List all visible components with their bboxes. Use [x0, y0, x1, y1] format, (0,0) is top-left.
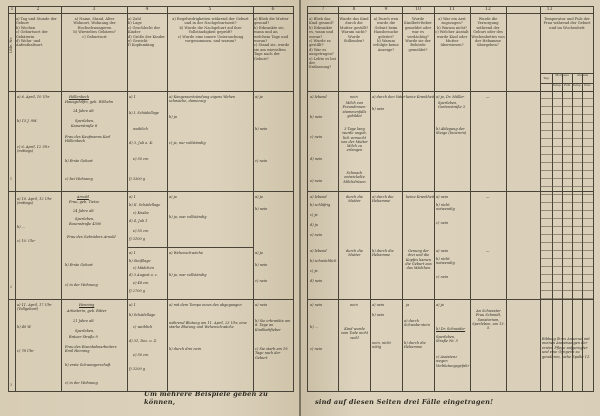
cell-text: 24 Jahre alt: [73, 209, 94, 213]
cell-text: a) ja: [169, 195, 177, 199]
cell-text: c) ja: [310, 269, 318, 273]
cell-text: ja: [406, 303, 410, 307]
cell-text: a) 10. April, 12 Uhr (mittags): [17, 197, 52, 206]
cell-text: a) ja, Dr. Müller: [436, 95, 465, 99]
cell-text: e) 55 cm: [133, 229, 149, 233]
cell-text: e) 50 cm: [133, 157, 149, 161]
cell-text: c) in der Wohnung: [65, 381, 98, 385]
col-number: 10: [415, 7, 421, 12]
col-header: a) Durch wen wurde die Geburt beim Hausbesuche geleitet? b) Warum erfolgte keine Anzeige?: [373, 17, 399, 52]
cell-text: b) Steißlage: [129, 259, 151, 263]
right-page: [301, 0, 600, 416]
cell-text: c) Mädchen: [133, 266, 154, 270]
col-header: a) Name, Stand, Alter Wohnort, Wohnung der Hochschwangeren b) Wievieltes Gebären? c) Geburtsort: [73, 17, 116, 39]
cell-text: a) ja: [436, 303, 444, 307]
cell-text: Sperleben, Straße Nr. 5: [436, 335, 458, 344]
col-header: Wurde das Kind durch die Mutter gestillt? Warum nicht? Wurde Stillenden?: [339, 17, 369, 44]
col-number: 2: [36, 7, 40, 12]
temp-header: Morgens: [555, 73, 569, 77]
temp-header: Abends: [576, 73, 589, 77]
cell-text: d) 4, Juli 1: [129, 219, 148, 223]
cell-text: An Schwester Frau Schmidt, Sanatorium, Sperleben, am 13. 5.: [472, 309, 505, 331]
col-number: 12: [485, 7, 491, 12]
cell-text: durch die Mutter: [346, 249, 363, 258]
cell-text: c) in der Wohnung: [65, 283, 98, 287]
cell-text: b) ja: [169, 115, 177, 119]
cell-text: Genung der drei und die Kopfes kamen die Geburt aus das Mädchen: [405, 249, 432, 271]
cell-text: a) 11. April, 17 Uhr (Vollgeburt): [17, 303, 52, 312]
cell-text: Arnold: [77, 195, 89, 199]
cell-text: a) nein: [436, 249, 449, 253]
cell-text: Sperleben,: [75, 217, 95, 221]
cell-text: a) ja: [255, 251, 263, 255]
cell-text: e) 48 cm: [133, 281, 149, 285]
cell-text: a) Kongessentzündung eigens Wehen schwache, damenzig: [169, 95, 236, 104]
cell-text: d) 31, Dez. o. Z.: [129, 339, 158, 343]
cell-text: c) weiblich: [133, 325, 153, 329]
cell-text: Frau, geb. Tietze: [69, 200, 100, 204]
bottom-note: Bildung Ihres Ankersal mit meinen Anweisungen der ersten Pflege aufgeregter und eine Gyngeris zu gewähren, siehe Spalte 11.: [542, 337, 591, 359]
cell-text: b) ja, war vollständig: [169, 215, 207, 219]
cell-text: a) 1: [129, 303, 136, 307]
col-number: 13: [546, 7, 553, 12]
cell-text: Arbeiterin, geb. Ritter: [67, 309, 107, 313]
col-number: 8: [352, 7, 356, 12]
cell-text: b) schwächlich: [310, 259, 337, 263]
cell-text: c) Sie starb am 19. Tage nach der Geburt: [255, 347, 289, 360]
cell-text: a) 6. April, 10 Uhr: [17, 95, 50, 99]
cell-text: c) ja, nur vollständig: [169, 141, 206, 145]
col-number: 1: [10, 7, 14, 12]
cell-text: b) 40 W.: [17, 325, 32, 329]
cell-text: c) nein: [436, 275, 449, 279]
cell-text: Hausgehilfin, geb. Wilhelm: [65, 100, 114, 104]
col-number: 11: [449, 7, 455, 12]
cell-text: f) 3100 g: [129, 237, 146, 241]
cell-text: a) lebend: [310, 195, 327, 199]
col-header: Wurde die Versorgung während der Geburt oder des Wochenbettes von der Hebamme übergeben?: [471, 17, 505, 48]
col-number: 5: [208, 7, 212, 12]
cell-text: f) 3200 g: [129, 367, 146, 371]
cell-text: —: [486, 95, 490, 99]
cell-text: —: [486, 195, 490, 199]
col-header: a) Blieb das Kind gesund? b) Erkrankte es, wann und woran? c) Wurde es gestillt? d) War es ausgetragen? e) Lebte es bei der Entlassung?: [309, 17, 336, 70]
cell-text: a) nein: [310, 303, 323, 307]
cell-text: a) ja: [255, 95, 263, 99]
cell-text: a) ja: [255, 195, 263, 199]
cell-text: b) ...: [310, 325, 319, 329]
cell-text: b) durch die Hebamme: [372, 249, 394, 258]
cell-text: c) bei Wohnung: [65, 177, 93, 181]
cell-text: b) I. Schädellage: [129, 111, 159, 115]
cell-text: Milch von Freundinnen-stammenfalls gebildet: [342, 101, 367, 118]
cell-text: b) nein: [255, 263, 268, 267]
col-number: 4: [145, 7, 149, 12]
side-header: Lfde. Nr.: [9, 37, 13, 54]
cell-text: e) 50 cm: [133, 353, 149, 357]
cell-text: nein: [350, 95, 358, 99]
col-header: a) Zahl b) Lage c) Geschlecht der Kinder d) Größe der Kinder e) Gewicht f) Kopfumfang: [128, 17, 165, 48]
cell-text: b) Erste Geburt: [65, 159, 93, 163]
cell-text: b) II. Schädellage: [129, 203, 161, 207]
cell-text: Kaiserstraße 8: [71, 124, 98, 128]
cell-text: a) 1: [129, 251, 136, 255]
cell-text: Kind wurde vom Tode nicht wohl: [340, 327, 369, 340]
cell-text: a) durch den Vater: [372, 95, 406, 99]
temp-header: Tag: [543, 76, 549, 80]
cell-text: 21 Jahre alt: [73, 319, 94, 323]
cell-text: durch die Mutter: [346, 195, 363, 204]
cell-text: Frau des Eisenbahnarbeiters Emil Henning: [65, 345, 117, 354]
cell-text: c) nein: [255, 279, 268, 283]
row-number: 2: [10, 285, 13, 289]
cell-text: e) nein: [310, 233, 323, 237]
cell-text: c) 78 Uhr: [17, 349, 34, 353]
cell-text: nein: [350, 303, 358, 307]
cell-text: b) erste Schwangerschaft: [65, 363, 111, 367]
col-header: a) Regelwidrigkeiten während der Geburt und in der Nachgeburtszeit? b) Wurde die Nachgeburt auf ihre Vollständigkeit geprüft? c) Wurde eine innere Untersuchung vorgenommen, und warum?: [172, 17, 249, 44]
col-number: 7: [321, 7, 325, 12]
cell-text: e) nein: [310, 179, 323, 183]
left-table: [8, 6, 294, 392]
cell-text: Höllenbeck: [69, 95, 90, 99]
cell-text: b) Erste Geburt: [65, 263, 93, 267]
cell-text: b) nicht notwendig: [436, 257, 455, 266]
cell-text: a) lebend: [310, 95, 327, 99]
col-number: 3: [92, 7, 96, 12]
temp-header: Temp.: [552, 83, 562, 87]
cell-text: c) 10. Uhr: [17, 239, 35, 243]
cell-text: Sperleben, Gartenstraße 3: [438, 101, 465, 110]
cell-text: keine Krankheit: [406, 95, 435, 99]
cell-text: 3 Tage lang wurde ungeb. lich versucht von der Mutter Milch zu erlangen: [341, 127, 368, 153]
cell-text: a) mit dem Tempo eines des abgegangen: [169, 303, 242, 307]
cell-text: b) Schädellage: [129, 313, 156, 317]
col-header: Temperatur und Puls der Frau während der Geburt und im Wochenbett: [543, 17, 591, 30]
cell-text: —: [486, 249, 490, 253]
footer-right: sind auf diesen Seiten drei Fälle eingetragen!: [315, 398, 494, 406]
cell-text: b) ja, war vollständig: [169, 273, 207, 277]
cell-text: b) Ablegung der Steige (Innerein): [436, 127, 467, 136]
cell-text: b) nein: [255, 207, 268, 211]
cell-text: d) ja: [310, 223, 318, 227]
cell-text: 24 Jahre alt: [73, 109, 94, 113]
cell-text: d) 3, Juli o. K.: [129, 141, 154, 145]
cell-text: b) nein: [372, 313, 385, 317]
cell-text: a) lebend: [310, 249, 327, 253]
cell-text: b) ...: [17, 225, 26, 229]
cell-text: Schwach entwickelte Milchdrüsen: [343, 171, 366, 184]
cell-text: b) schläfrig: [310, 203, 331, 207]
cell-text: Sperleben,: [75, 329, 95, 333]
cell-text: a) 1: [129, 195, 136, 199]
footer-left: Um mehrere Beispiele geben zu können,: [144, 390, 268, 406]
right-table: [307, 6, 594, 392]
cell-text: f) 3300 g: [129, 177, 146, 181]
cell-text: b) nein: [310, 115, 323, 119]
row-number: 3: [10, 383, 13, 387]
cell-text: c) 6. April, 12 Uhr (mittags): [17, 145, 50, 154]
cell-text: f) 2700 g: [129, 289, 146, 293]
cell-text: d) nein: [310, 157, 323, 161]
cell-text: nein, nicht nötig: [372, 341, 391, 350]
cell-text: b) nein: [372, 107, 385, 111]
cell-text: Rosenstraße 4500: [69, 222, 102, 226]
temp-header: Temp.: [572, 83, 582, 87]
cell-text: Sperleben,: [75, 119, 95, 123]
cell-text: Bräuer Straße 9: [69, 335, 98, 339]
temp-grid: [540, 91, 593, 301]
cell-text: Frau des Gebrüders Arnold: [67, 235, 116, 239]
cell-text: Henning: [79, 303, 95, 307]
cell-text: d) nein: [310, 279, 323, 283]
cell-text: a) Wehenschwäche: [169, 251, 203, 255]
cell-text: d) 3 August o. z.: [129, 273, 158, 277]
cell-text: a) nein: [372, 303, 385, 307]
cell-text: b) nicht notwendig: [436, 203, 455, 212]
temp-header: Puls: [584, 83, 591, 87]
col-header: a) Tag und Stunde der Geburt b) Wochen c) Geburtsort der Gebärerin d) Wohn- und Aufenthaltsort: [16, 17, 57, 48]
row-number: 1: [10, 177, 13, 181]
cell-text: c) ja: [310, 213, 318, 217]
col-number: 9: [384, 7, 388, 12]
cell-text: a) 1: [129, 95, 136, 99]
cell-text: c) nein: [310, 347, 323, 351]
cell-text: Frau des Kaufmanns Karl Höllenbeck: [65, 135, 111, 144]
cell-text: a) durch Schwabe-stein: [404, 319, 430, 328]
cell-text: weiblich: [133, 127, 148, 131]
cell-text: c) nein: [255, 159, 268, 163]
cell-text: b) Dr. Schneider: [436, 327, 466, 331]
cell-text: c) nein: [436, 221, 449, 225]
cell-text: b) nein: [255, 127, 268, 131]
cell-text: keine Krankheit: [406, 195, 435, 199]
temp-header: Puls: [563, 83, 571, 87]
cell-text: a) nein: [255, 303, 268, 307]
col-number: 6: [271, 7, 275, 12]
cell-text: b) durch die Hebamme: [404, 341, 426, 350]
cell-text: b) Sie erkrankte am 8. Tage an Kindbettfieber: [255, 319, 291, 332]
cell-text: c) Assistenz wegen Verblutungsgefahr: [436, 355, 470, 368]
cell-text: b) durch drei nein: [169, 347, 202, 351]
cell-text: a) durch die Hebamme: [372, 195, 394, 204]
cell-text: a) nein: [436, 195, 449, 199]
cell-text: während Blutung am 11. April, 23 Uhr, eine starke Blutung und Wehenschwäche: [169, 321, 247, 330]
col-header: Wurde Kindbett-fieber gemeldet oder war es verdächtig? Wurde sie der Behörde gemeldet?: [404, 17, 432, 52]
col-header: a) War ein Arzt zugezogen? b) Warum nicht? c) Welcher Anstalt wurde Kind oder Mutter überwiesen?: [435, 17, 469, 48]
col-header: a) Blieb die Mutter gesund? b) Erkrankte sie, wann und an welchem Tage und woran? c) Stand sie, wurde sie am wievielten Tage nach der Geburt?: [254, 17, 290, 61]
cell-text: b) 15 J. 9M.: [17, 119, 38, 123]
cell-text: c) Knabe: [133, 211, 149, 215]
cell-text: c) nein: [310, 135, 323, 139]
